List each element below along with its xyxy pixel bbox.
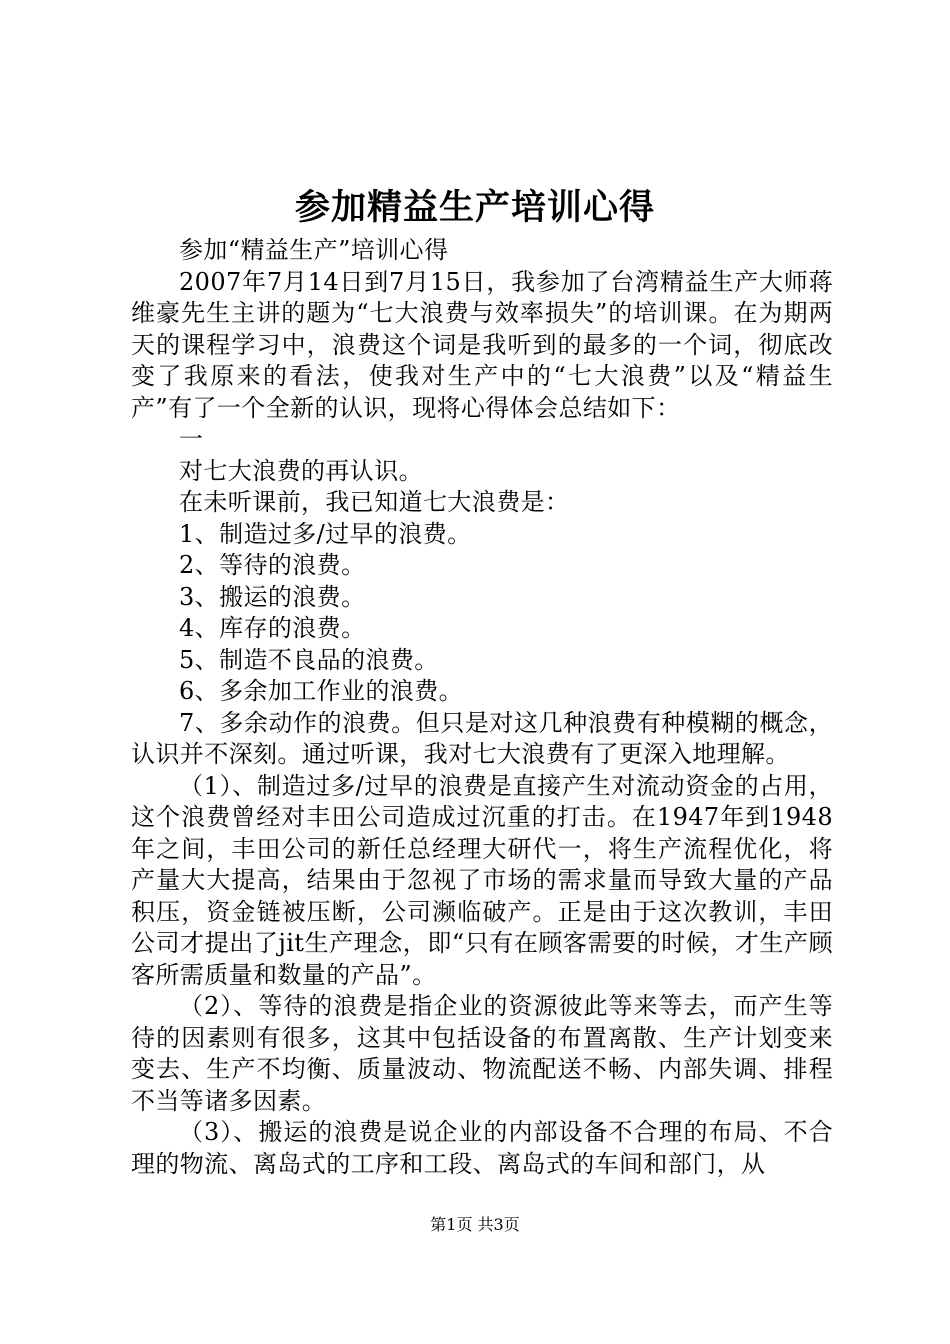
- document-body: [131, 235, 833, 1180]
- list-item: 1、制造过多/过早的浪费。: [179, 519, 472, 548]
- list-item: 7、多余动作的浪费。但只是对这几种浪费有种模糊的概念，认识并不深刻。通过听课，我对七大浪费有了更深入地理解。: [131, 708, 833, 768]
- paragraph-waste-3: （3）、搬运的浪费是说企业的内部设备不合理的布局、不合理的物流、离岛式的工序和工段、离岛式的车间和部门，从: [131, 1118, 833, 1178]
- list-item: 5、制造不良品的浪费。: [179, 645, 439, 674]
- paragraph-intro: 2007年7月14日到7月15日，我参加了台湾精益生产大师蒋维豪先生主讲的题为“七大浪费与效率损失”的培训课。在为期两天的课程学习中，浪费这个词是我听到的最多的一个词，彻底改变了我原来的看法，使我对生产中的“七大浪费”以及“精益生产”有了一个全新的认识，现将心得体会总结如下：: [131, 267, 833, 422]
- list-item: 2、等待的浪费。: [179, 551, 366, 579]
- list-lead: 在未听课前，我已知道七大浪费是：: [179, 488, 570, 516]
- paragraph-waste-1: （1）、制造过多/过早的浪费是直接产生对流动资金的占用，这个浪费曾经对丰田公司造成过沉重的打击。在1947年到1948年之间，丰田公司的新任总经理大研代一，将生产流程优化，将产量大大提高，结果由于忽视了市场的需求量而导致大量的产品积压，资金链被压断，公司濒临破产。正是由于这次教训，丰田公司才提出了jit生产理念，即“只有在顾客需要的时候，才生产顾客所需质量和数量的产品”。: [131, 771, 833, 989]
- page-footer: 第1页 共3页: [430, 1215, 520, 1234]
- list-item: 3、搬运的浪费。: [179, 582, 366, 611]
- paragraph-waste-2: （2）、等待的浪费是指企业的资源彼此等来等去，而产生等待的因素则有很多，这其中包括设备的布置离散、生产计划变来变去、生产不均衡、质量波动、物流配送不畅、内部失调、排程不当等诸多因素。: [131, 992, 833, 1115]
- section-heading: 对七大浪费的再认识。: [179, 456, 423, 485]
- list-item: 4、库存的浪费。: [179, 614, 366, 642]
- document-title: 参加精益生产培训心得: [294, 188, 655, 228]
- list-item: 6、多余加工作业的浪费。: [179, 677, 464, 705]
- section-number: 一: [179, 425, 204, 453]
- paragraph-subtitle: 参加“精益生产”培训心得: [179, 236, 449, 264]
